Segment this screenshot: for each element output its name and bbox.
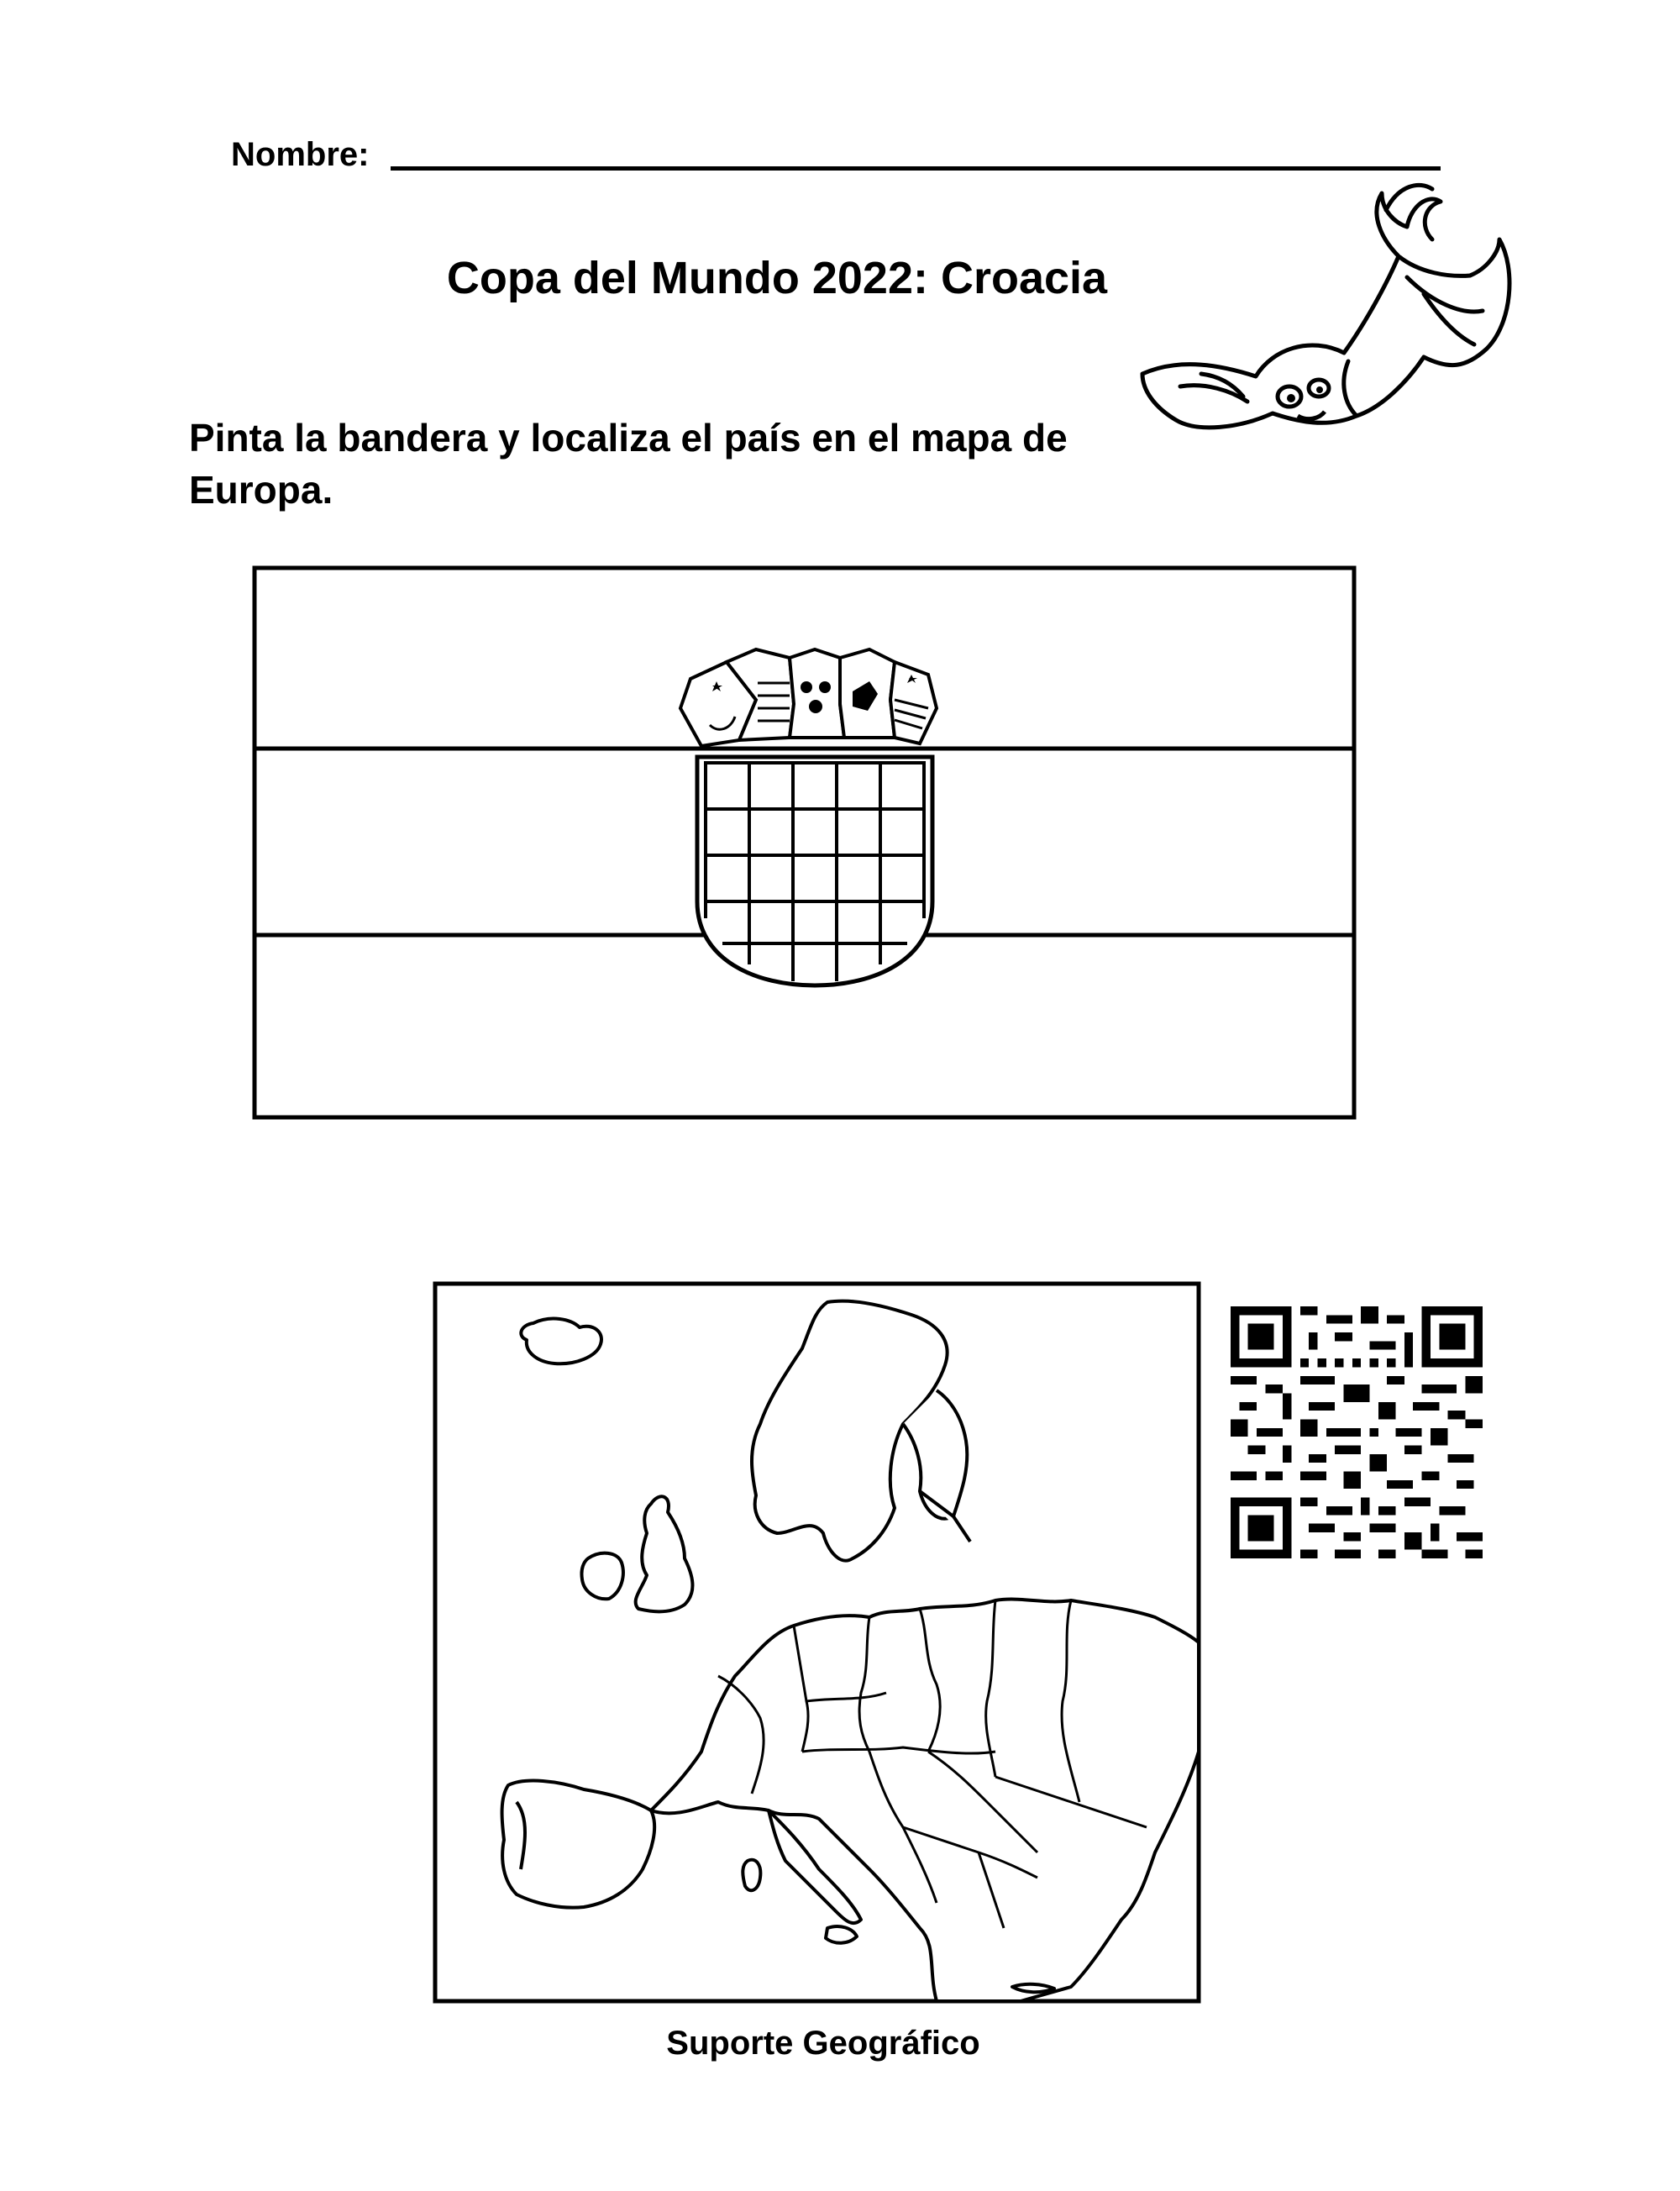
world-cup-mascot-icon xyxy=(1130,176,1525,454)
name-writing-line[interactable] xyxy=(391,166,1441,171)
croatia-flag-outline xyxy=(252,565,1357,1120)
page-title: Copa del Mundo 2022: Croacia xyxy=(446,253,1108,303)
instruction-text xyxy=(189,412,1197,516)
coat-of-arms-icon xyxy=(680,649,937,985)
instruction-line-2: Europa. xyxy=(189,468,333,512)
qr-code-icon xyxy=(1231,1306,1483,1558)
instruction-line-1: Pinta la bandera y localiza el país en el mapa de xyxy=(189,416,1068,460)
name-label: Nombre: xyxy=(231,136,370,173)
europe-outline-map xyxy=(433,1281,1201,2004)
map-caption: Suporte Geográfico xyxy=(666,2025,980,2062)
